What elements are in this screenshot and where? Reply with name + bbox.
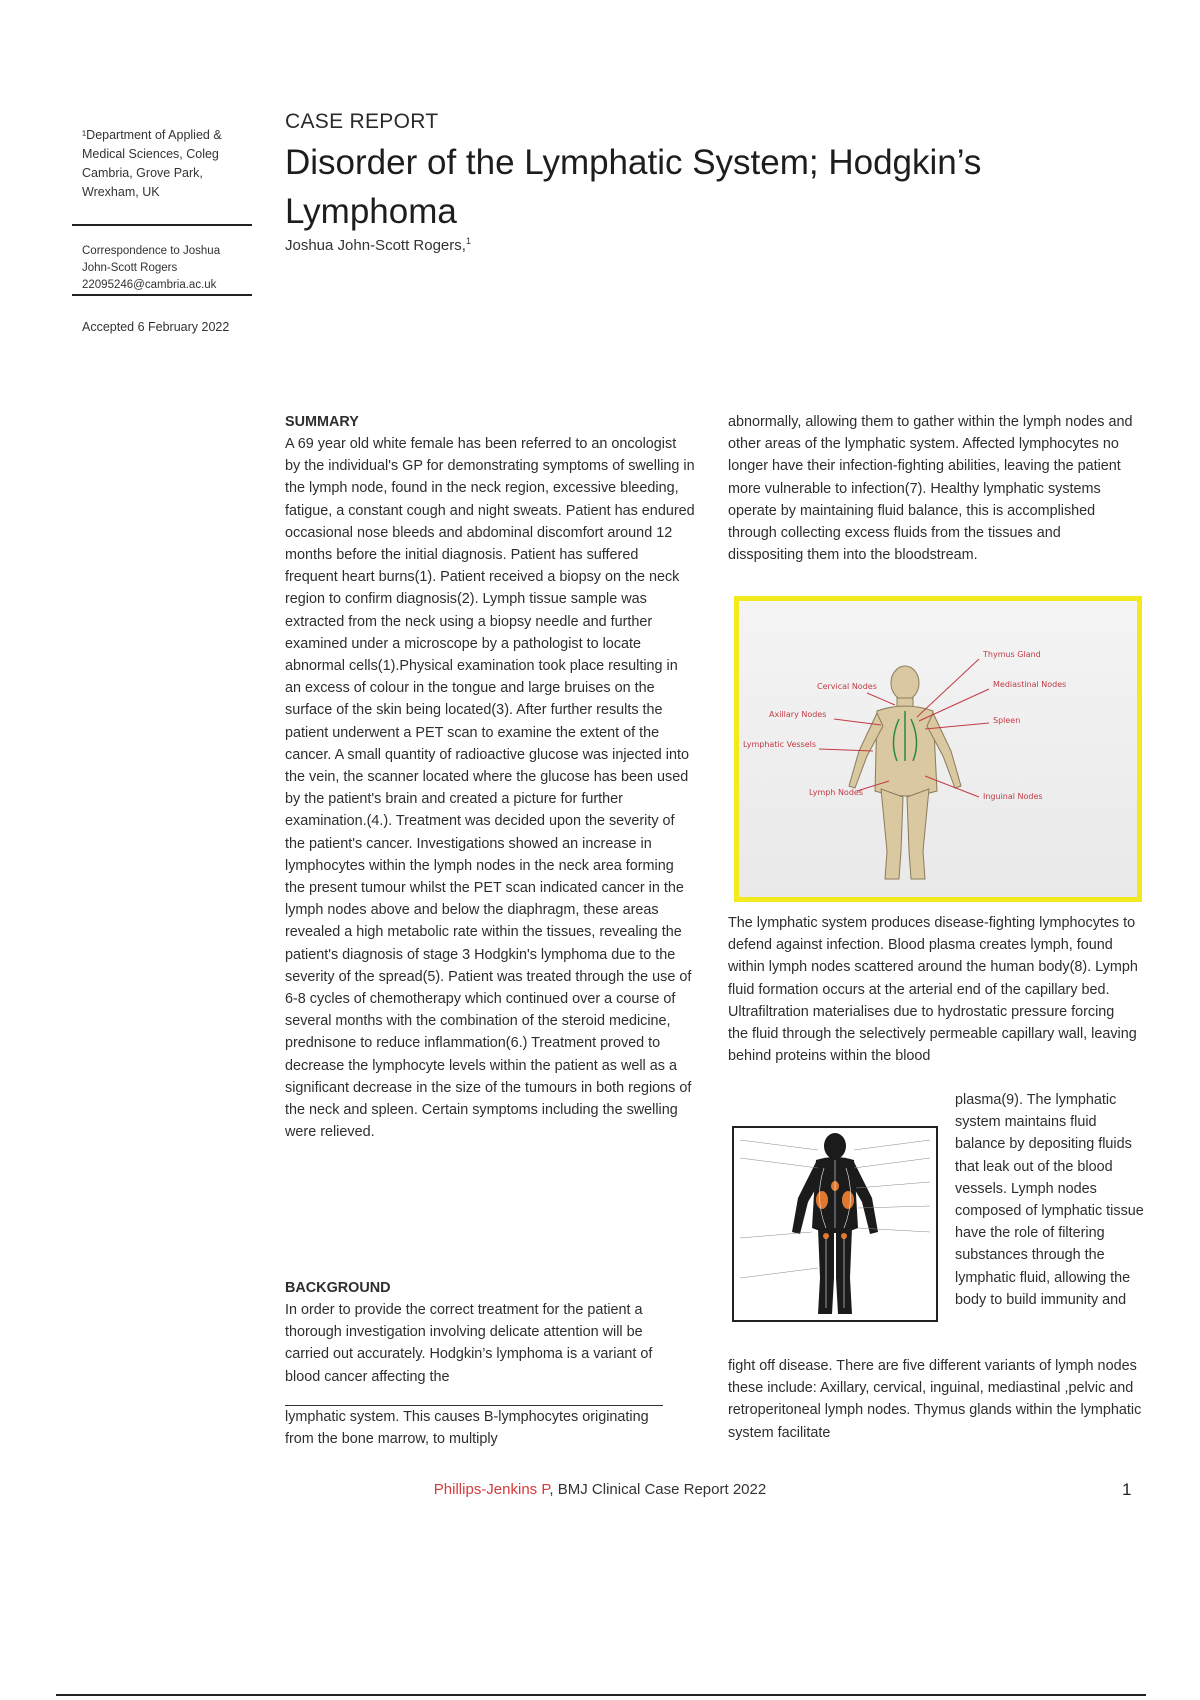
summary-text: A 69 year old white female has been referred to an oncologist by the individual's GP for demonstrating symptoms of swelling in the lymph node, found in the neck region, excessive bleeding, fatigue, a constant cough and night sweats. Patient has endured occasional nose bleeds and abdominal discomfort around 12 months before the initial diagnosis. Patient has suffered frequent heart burns(1). Patient received a biopsy on the neck region to confirm diagnosis(2). Lymph tissue sample was extracted from the neck using a biopsy needle and further examined under a microscope by a pathologist to locate abnormal cells(1).Physical examination took place resulting in an excess of colour in the tongue and large bruises on the surface of the skin being located(3). After further results the patient underwent a PET scan to examine the extent of the cancer. A small quantity of radioactive glucose was injected into the vein, the scanner located where the glucose has been used by the patient's brain and created a picture for further examination.(4.). Treatment was decided upon the severity of the patient's cancer. Investigations showed an increase in lymphocytes within the lymph nodes in the neck area forming the present tumour whilst the PET scan indicated cancer in the lymph nodes above and below the diaphragm, these areas revealed a high metabolic rate within the tissues, revealing the patient's diagnosis of stage 3 Hodgkin's lymphoma due to the severity of the spread(5). Patient was treated through the use of 6-8 cycles of chemotherapy which continued over a course of several months with the combination of the steroid medicine, prednisone to reduce inflammation(6.) Treatment proved to decrease the lymphocyte levels within the patient as well as a significant decrease in the size of the tumours in both regions of the neck and spleen. Certain symptoms including the swelling were relieved. [285, 436, 695, 1141]
fig-label: Axillary Nodes [769, 710, 827, 719]
sidebar-divider [72, 224, 252, 226]
article-type: CASE REPORT [285, 110, 439, 133]
sidebar-divider [72, 294, 252, 296]
author-affiliation-mark: 1 [465, 236, 471, 246]
background-text-continued: lymphatic system. This causes B-lymphocytes originating from the bone marrow, to multiply [285, 1409, 649, 1448]
body-diagram [739, 601, 1137, 897]
summary-heading: SUMMARY [285, 414, 359, 430]
lymphatic-paragraph-2: The lymphatic system produces disease-fighting lymphocytes to defend against infection. Blood plasma creates lymph, found within lymph nodes scattered around the human body(8). Lymph fluid formation occurs at the arterial end of the capillary bed. Ultrafiltration materialises due to hydrostatic pressure forcing the fluid through the selectively permeable capillary wall, leaving behind proteins within the blood [728, 915, 1138, 1065]
lymphatic-paragraph-3-side: plasma(9). The lymphatic system maintains fluid balance by depositing fluids that leak out of the blood vessels. Lymph nodes composed of lymphatic tissue have the role of filtering substances through the lymphatic fluid, allowing the body to build immunity and [955, 1092, 1144, 1308]
fig-label: Thymus Gland [983, 650, 1041, 659]
fig-label: Cervical Nodes [817, 682, 877, 691]
background-section [285, 1277, 670, 1388]
author-name: Joshua John-Scott Rogers, [285, 237, 466, 254]
background-text: In order to provide the correct treatment for the patient a thorough investigation involving delicate attention will be carried out accurately. Hodgkin’s lymphoma is a variant of blood cancer affecting the [285, 1302, 653, 1385]
lymphatic-system-drawing [734, 596, 1142, 902]
human-figure-icon [849, 666, 961, 879]
fig-label: Lymph Nodes [809, 788, 863, 797]
bottom-rule [56, 1694, 1146, 1696]
summary-section [285, 411, 695, 1144]
accepted-date: Accepted 6 February 2022 [82, 320, 230, 334]
footer-journal: , BMJ Clinical Case Report 2022 [549, 1481, 767, 1498]
fig-label: Spleen [993, 716, 1021, 725]
page-number: 1 [1122, 1480, 1132, 1499]
author [285, 236, 471, 254]
lymph-node-anatomy-chart [732, 1126, 938, 1322]
fig-label: Mediastinal Nodes [993, 680, 1067, 689]
background-heading: BACKGROUND [285, 1280, 391, 1296]
fig-label: Inguinal Nodes [983, 792, 1043, 801]
anatomy-diagram [734, 1128, 936, 1320]
page-footer [0, 1481, 1200, 1498]
lymphatic-paragraph-1: abnormally, allowing them to gather within the lymph nodes and other areas of the lymphatic system. Affected lymphocytes no longer have their infection-fighting abilities, leaving the patient more vulnerable to infection(7). Healthy lymphatic systems operate by maintaining fluid balance, this is accomplished through collecting excess fluids from the tissues and disspositing them into the bloodstream. [728, 414, 1133, 564]
lymphatic-paragraph-3: fight off disease. There are five different variants of lymph nodes these include: Axillary, cervical, inguinal, mediastinal ,pelvic and retroperitoneal lymph nodes. Thymus glands within the lymphatic system facilitate [728, 1358, 1142, 1441]
affiliation: ¹Department of Applied & Medical Sciences, Coleg Cambria, Grove Park, Wrexham, UK [82, 128, 222, 199]
page-title: Disorder of the Lymphatic System; Hodgkin’s Lymphoma [285, 143, 982, 231]
footer-author: Phillips-Jenkins P [433, 1481, 550, 1498]
fig-label: Lymphatic Vessels [743, 740, 817, 749]
correspondence: Correspondence to Joshua John-Scott Rogers 22095246@cambria.ac.uk [82, 245, 221, 291]
